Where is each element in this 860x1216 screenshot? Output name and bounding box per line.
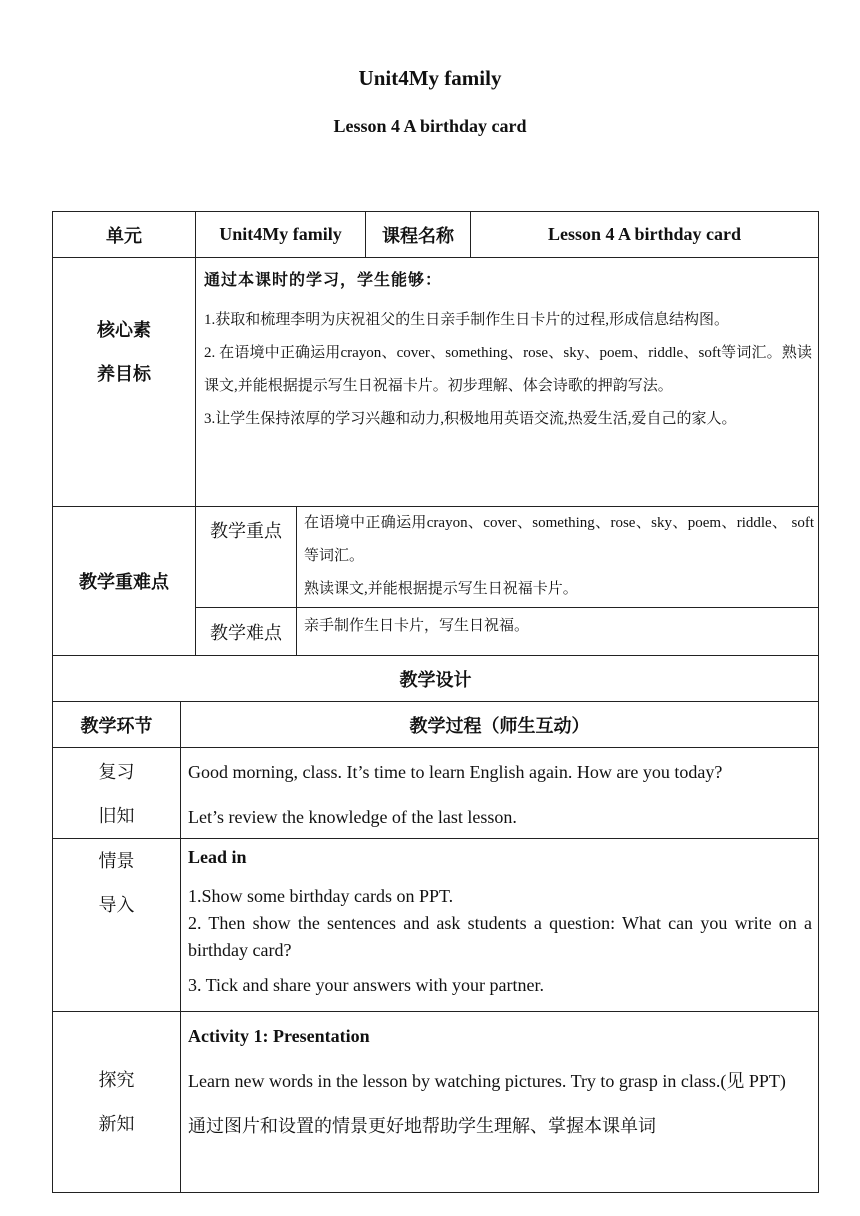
leadin-line-3: 3. Tick and share your answers with your partner. [188, 975, 544, 995]
focus-line-1: 在语境中正确运用crayon、cover、something、rose、sky、poem、riddle、 soft等词汇。 [304, 515, 814, 564]
leadin-heading: Lead in [188, 847, 247, 867]
goals-intro: 通过本课时的学习，学生能够： [204, 272, 443, 289]
review-line-1: Good morning, class. It’s time to learn English again. How are you today? [188, 762, 723, 782]
stage-explore-content [188, 1014, 810, 1149]
process-column-header: 教学过程（师生互动） [409, 715, 590, 736]
stage-review-line2: 旧知 [98, 806, 135, 826]
goals-label-line1: 核心素 [97, 320, 151, 340]
goals-item-2: 2. 在语境中正确运用crayon、cover、something、rose、sky、poem、riddle、soft等词汇。熟读课文,并能根据提示写生日祝福卡片。初步理解、体会诗歌的押韵写法。 [204, 345, 812, 394]
focus-label: 教学重点 [210, 520, 282, 541]
document-subtitle: Lesson 4 A birthday card [333, 116, 527, 136]
key-points-label: 教学重难点 [79, 572, 169, 592]
leadin-line-1: 1.Show some birthday cards on PPT. [188, 886, 454, 906]
focus-content [304, 507, 814, 606]
explore-line-1: Learn new words in the lesson by watching pictures. Try to grasp in class.(见 PPT) [188, 1071, 786, 1091]
unit-value: Unit4My family [219, 224, 342, 244]
goals-label [53, 308, 195, 396]
stage-explore-label [53, 1058, 180, 1146]
document-title: Unit4My family [358, 66, 502, 90]
stage-leadin-line2: 导入 [98, 895, 135, 915]
stage-column-header: 教学环节 [80, 715, 153, 736]
stage-explore-line1: 探究 [98, 1070, 135, 1090]
unit-label: 单元 [106, 225, 142, 246]
goals-content [204, 266, 812, 436]
goals-item-1: 1.获取和梳理李明为庆祝祖父的生日亲手制作生日卡片的过程,形成信息结构图。 [204, 312, 730, 328]
design-heading: 教学设计 [399, 669, 472, 690]
explore-heading: Activity 1: Presentation [188, 1026, 370, 1046]
stage-review-content [188, 750, 812, 840]
difficulty-text: 亲手制作生日卡片，写生日祝福。 [304, 618, 530, 634]
course-value: Lesson 4 A birthday card [547, 224, 742, 244]
stage-leadin-line1: 情景 [98, 851, 135, 871]
stage-review-label [53, 748, 180, 838]
explore-line-2: 通过图片和设置的情景更好地帮助学生理解、掌握本课单词 [188, 1116, 656, 1136]
difficulty-label: 教学难点 [210, 622, 282, 643]
course-label: 课程名称 [382, 225, 454, 246]
focus-line-2: 熟读课文,并能根据提示写生日祝福卡片。 [304, 581, 578, 597]
goals-label-line2: 养目标 [97, 364, 151, 384]
goals-item-3: 3.让学生保持浓厚的学习兴趣和动力,积极地用英语交流,热爱生活,爱自己的家人。 [204, 411, 737, 427]
review-line-2: Let’s review the knowledge of the last lesson. [188, 807, 517, 827]
stage-explore-line2: 新知 [98, 1114, 135, 1134]
stage-review-line1: 复习 [98, 762, 135, 782]
stage-leadin-label [53, 839, 180, 927]
leadin-line-2: 2. Then show the sentences and ask students a question: What can you write on a birthday card? [188, 913, 812, 960]
stage-leadin-content [188, 844, 812, 999]
